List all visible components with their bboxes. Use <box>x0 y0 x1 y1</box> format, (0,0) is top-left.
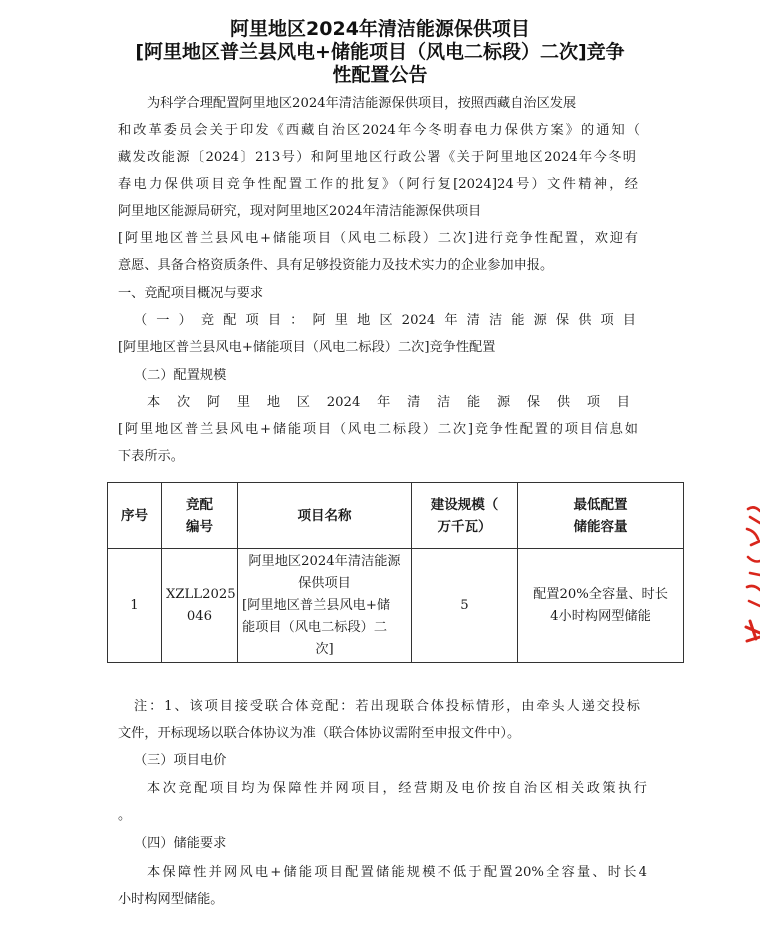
cell-index: 1 <box>108 549 162 663</box>
title-line-1: 阿里地区2024年清洁能源保供项目 <box>230 18 530 40</box>
sub-3-line-1: 本次竞配项目均为保障性并网项目，经营期及电价按自治区相关政策执行 <box>147 781 647 796</box>
sub-2-line-2: [阿里地区普兰县风电+储能项目（风电二标段）二次]竞争性配置的项目信息如 <box>118 422 638 437</box>
cell-storage-line-1: 配置20%全容量、时长 <box>533 586 668 602</box>
cell-name-line-5: 次] <box>315 641 334 657</box>
cell-storage-line-2: 4小时构网型储能 <box>550 608 651 624</box>
table-header-row <box>108 483 684 549</box>
intro-line-2: 和改革委员会关于印发《西藏自治区2024年今冬明春电力保供方案》的通知（ <box>118 123 640 138</box>
header-code-line-2: 编号 <box>186 518 213 535</box>
sub-1-line-1: （一）竞配项目：阿里地区2024年清洁能源保供项目 <box>134 313 636 328</box>
intro-line-5: 阿里地区能源局研究，现对阿里地区2024年清洁能源保供项目 <box>118 204 482 219</box>
header-storage-line-1: 最低配置 <box>573 496 628 513</box>
sub-4-line-2: 小时构网型储能。 <box>118 892 224 907</box>
sub-4-heading: （四）储能要求 <box>134 836 227 851</box>
header-code-line-1: 竞配 <box>186 496 213 513</box>
intro-line-6: [阿里地区普兰县风电+储能项目（风电二标段）二次]进行竞争性配置，欢迎有 <box>118 231 638 246</box>
intro-line-4: 春电力保供项目竞争性配置工作的批复》（阿行复[2024]24号）文件精神，经 <box>118 177 638 192</box>
cell-scale: 5 <box>412 549 518 663</box>
header-index: 序号 <box>108 483 162 549</box>
sub-3-line-2: 。 <box>118 808 132 823</box>
header-project-name: 项目名称 <box>238 483 412 549</box>
header-storage-line-2: 储能容量 <box>573 518 628 535</box>
red-seal-stamp-icon <box>738 495 760 655</box>
header-scale-line-1: 建设规模（ <box>430 496 499 513</box>
cell-name-line-2: 保供项目 <box>298 575 351 591</box>
intro-line-7: 意愿、具备合格资质条件、具有足够投资能力及技术实力的企业参加申报。 <box>118 258 554 273</box>
section-1-heading: 一、竞配项目概况与要求 <box>118 286 264 301</box>
header-storage <box>518 483 684 549</box>
title-line-3: 性配置公告 <box>332 64 428 86</box>
cell-project-name <box>238 549 412 663</box>
cell-name-line-1: 阿里地区2024年清洁能源 <box>248 553 401 569</box>
sub-4-line-1: 本保障性并网风电+储能项目配置储能规模不低于配置20%全容量、时长4 <box>147 865 647 880</box>
cell-name-line-4: 能项目（风电二标段）二 <box>242 619 388 635</box>
table-row <box>108 549 684 663</box>
cell-code-line-2: 046 <box>186 608 213 624</box>
sub-3-heading: （三）项目电价 <box>134 753 227 768</box>
header-scale-line-2: 万千瓦） <box>437 518 492 535</box>
cell-name-line-3: [阿里地区普兰县风电+储 <box>242 597 391 613</box>
sub-2-heading: （二）配置规模 <box>134 368 227 383</box>
sub-1-line-2: [阿里地区普兰县风电+储能项目（风电二标段）二次]竞争性配置 <box>118 340 496 355</box>
header-code <box>162 483 238 549</box>
sub-2-line-3: 下表所示。 <box>118 449 184 464</box>
note-line-1: 注：1、该项目接受联合体竞配：若出现联合体投标情形，由牵头人递交投标 <box>134 699 640 714</box>
sub-2-line-1: 本次阿里地区2024年清洁能源保供项目 <box>147 395 630 410</box>
note-line-2: 文件，开标现场以联合体协议为准（联合体协议需附至申报文件中）。 <box>118 726 521 741</box>
header-scale <box>412 483 518 549</box>
title-line-2: [阿里地区普兰县风电+储能项目（风电二标段）二次]竞争 <box>135 41 625 63</box>
cell-code-line-1: XZLL2025 <box>166 586 236 602</box>
intro-line-3: 藏发改能源〔2024〕213号）和阿里地区行政公署《关于阿里地区2024年今冬明 <box>118 150 636 165</box>
cell-storage <box>518 549 684 663</box>
intro-line-1: 为科学合理配置阿里地区2024年清洁能源保供项目，按照西藏自治区发展 <box>147 96 577 111</box>
project-info-table <box>107 482 684 663</box>
cell-code <box>162 549 238 663</box>
